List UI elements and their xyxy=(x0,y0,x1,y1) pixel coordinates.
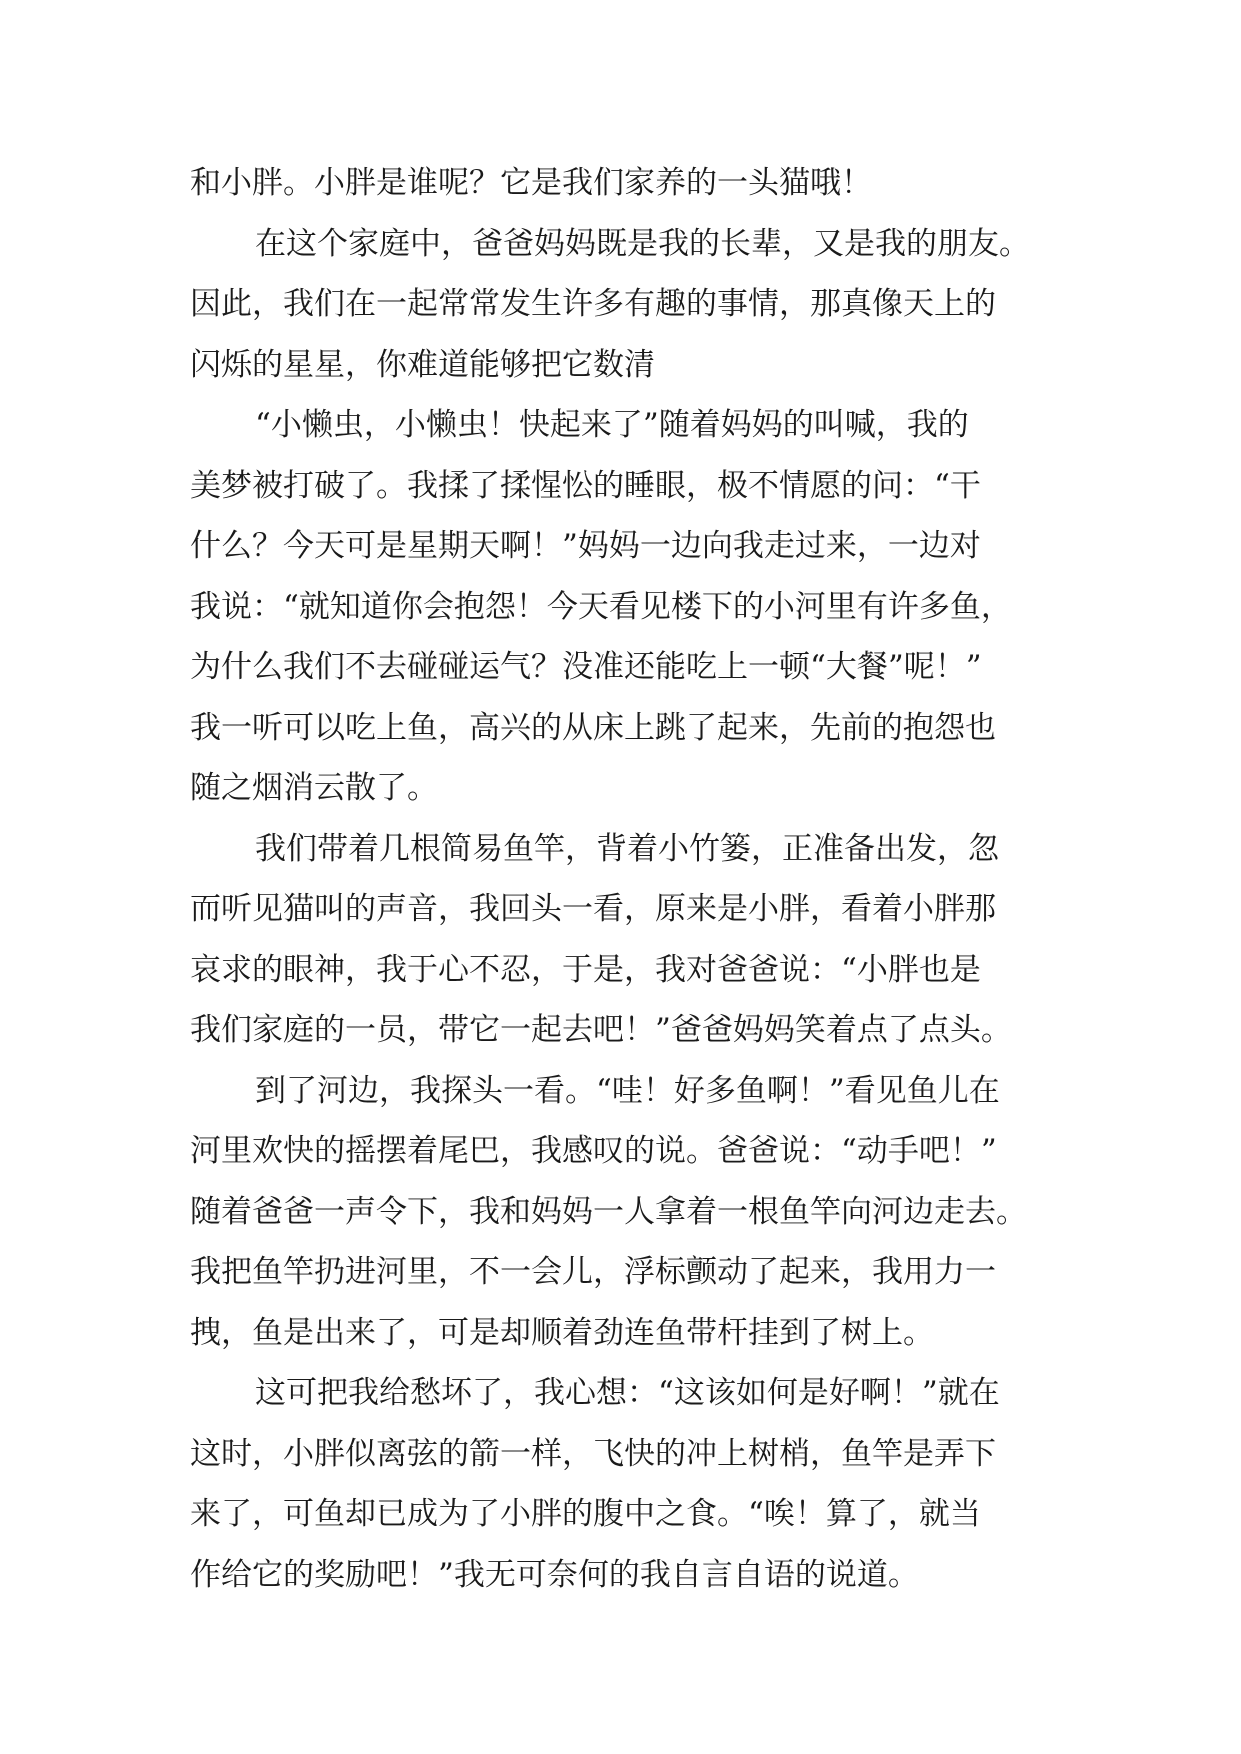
text-line: 我说：“就知道你会抱怨！今天看见楼下的小河里有许多鱼， xyxy=(190,588,1012,625)
text-line: 我们家庭的一员，带它一起去吧！”爸爸妈妈笑着点了点头。 xyxy=(190,1012,1012,1048)
text-line: 美梦被打破了。我揉了揉惺忪的睡眼，极不情愿的问：“干 xyxy=(190,467,981,504)
text-line: 拽，鱼是出来了，可是却顺着劲连鱼带杆挂到了树上。 xyxy=(190,1314,934,1351)
text-line: 在这个家庭中，爸爸妈妈既是我的长辈，又是我的朋友。 xyxy=(255,225,1030,262)
text-line: 这时，小胖似离弦的箭一样，飞快的冲上树梢，鱼竿是弄下 xyxy=(190,1435,996,1472)
text-line: 什么？今天可是星期天啊！”妈妈一边向我走过来，一边对 xyxy=(190,528,981,564)
text-line: 我们带着几根简易鱼竿，背着小竹篓，正准备出发，忽 xyxy=(255,830,999,867)
text-line: 闪烁的星星，你难道能够把它数清 xyxy=(190,346,655,383)
text-line: 来了，可鱼却已成为了小胖的腹中之食。“唉！算了，就当 xyxy=(190,1496,981,1532)
text-line: 这可把我给愁坏了，我心想：“这该如何是好啊！”就在 xyxy=(255,1375,1000,1411)
text-line: 我把鱼竿扔进河里，不一会儿，浮标颤动了起来，我用力一 xyxy=(190,1254,996,1290)
text-line: 河里欢快的摇摆着尾巴，我感叹的说。爸爸说：“动手吧！” xyxy=(190,1133,997,1169)
body-text xyxy=(190,153,1070,1605)
text-line: 为什么我们不去碰碰运气？没准还能吃上一顿“大餐”呢！” xyxy=(190,649,982,685)
text-line: 和小胖。小胖是谁呢？它是我们家养的一头猫哦！ xyxy=(190,165,872,201)
text-line: 而听见猫叫的声音，我回头一看，原来是小胖，看着小胖那 xyxy=(190,891,996,927)
text-line: 随着爸爸一声令下，我和妈妈一人拿着一根鱼竿向河边走去。 xyxy=(190,1193,1027,1230)
text-line: 作给它的奖励吧！”我无可奈何的我自言自语的说道。 xyxy=(190,1556,919,1593)
text-line: 我一听可以吃上鱼，高兴的从床上跳了起来，先前的抱怨也 xyxy=(190,709,996,746)
text-line: 因此，我们在一起常常发生许多有趣的事情，那真像天上的 xyxy=(190,286,996,322)
text-line: 到了河边，我探头一看。“哇！好多鱼啊！”看见鱼儿在 xyxy=(255,1072,1000,1109)
text-line: 随之烟消云散了。 xyxy=(190,770,438,806)
text-line: “小懒虫，小懒虫！快起来了”随着妈妈的叫喊，我的 xyxy=(255,407,969,443)
text-line: 哀求的眼神，我于心不忍，于是，我对爸爸说：“小胖也是 xyxy=(190,951,981,988)
